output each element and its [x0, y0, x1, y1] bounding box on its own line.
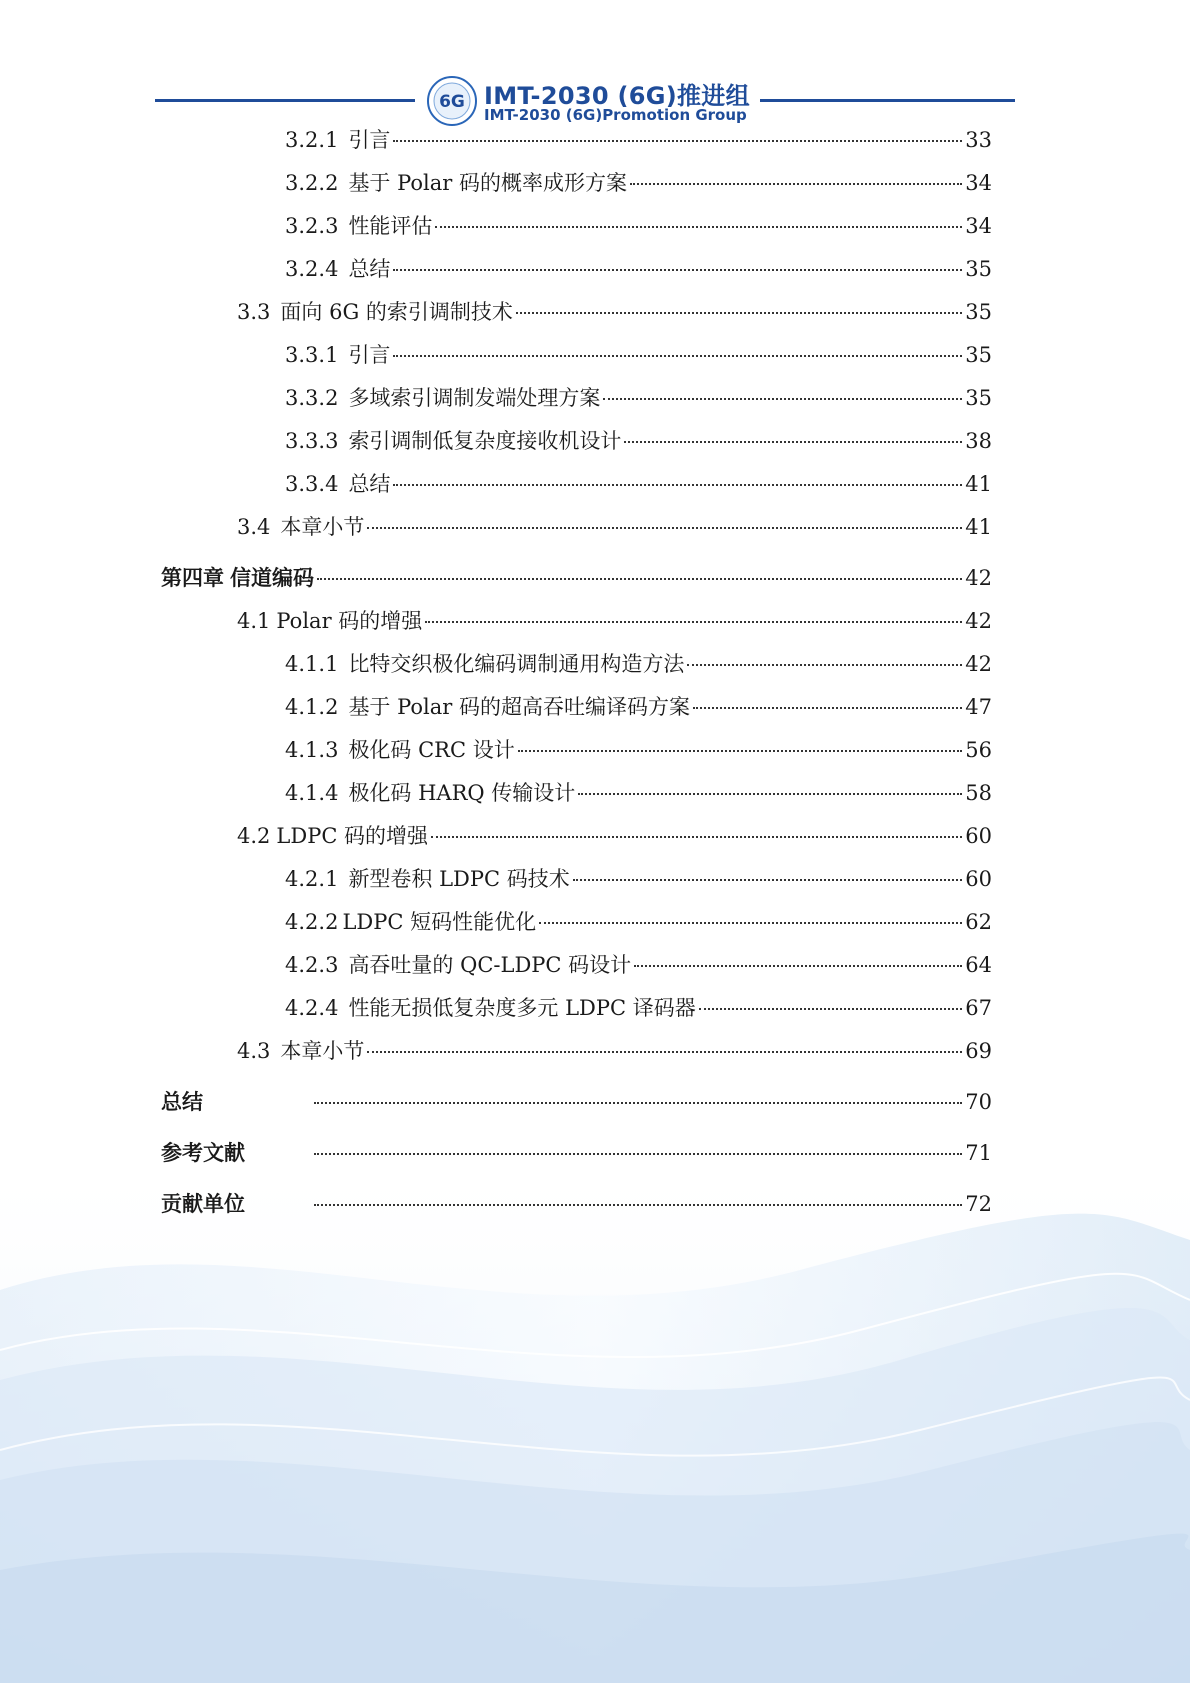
- toc-title: LDPC 码的增强: [276, 824, 429, 848]
- toc-page: 42: [965, 609, 992, 633]
- toc-entry[interactable]: [285, 339, 992, 369]
- toc-title: 性能无损低复杂度多元 LDPC 译码器: [348, 996, 696, 1020]
- toc-number: 3.4: [237, 515, 271, 539]
- toc-entry[interactable]: [285, 949, 992, 979]
- toc-page: 42: [965, 652, 992, 676]
- toc-leader: [393, 269, 962, 271]
- toc-leader: [634, 965, 962, 967]
- toc-leader: [699, 1008, 962, 1010]
- toc-entry[interactable]: [285, 992, 992, 1022]
- toc-title: 本章小节: [280, 515, 365, 539]
- toc-page: 34: [965, 171, 992, 195]
- toc-leader: [518, 750, 963, 752]
- toc-leader: [603, 398, 962, 400]
- toc-title: Polar 码的增强: [276, 609, 423, 633]
- header-rule-right: [760, 99, 1015, 102]
- toc-number: 3.2.4: [285, 257, 339, 281]
- toc-title: 本章小节: [280, 1039, 365, 1063]
- toc-entry[interactable]: [285, 124, 992, 154]
- toc-leader: [539, 922, 962, 924]
- toc-leader: [393, 484, 962, 486]
- toc-number: 3.3.1: [285, 343, 339, 367]
- toc-leader: [393, 355, 962, 357]
- background-wave: [0, 1150, 1190, 1683]
- toc-chapter-entry[interactable]: [161, 562, 992, 592]
- toc-number: 3.3.4: [285, 472, 339, 496]
- toc-page: 33: [965, 128, 992, 152]
- toc-leader: [314, 1102, 962, 1104]
- toc-entry[interactable]: [285, 777, 992, 807]
- toc-page: 35: [965, 343, 992, 367]
- toc-number: 4.2.1: [285, 867, 339, 891]
- toc-number: 4.1.2: [285, 695, 339, 719]
- toc-entry[interactable]: [285, 382, 992, 412]
- toc-entry[interactable]: [237, 605, 992, 635]
- toc-number: 3.3: [237, 300, 271, 324]
- toc-page: 72: [965, 1192, 992, 1216]
- toc-end-entry[interactable]: [161, 1188, 992, 1218]
- toc-page: 67: [965, 996, 992, 1020]
- toc-page: 47: [965, 695, 992, 719]
- toc-leader: [425, 621, 962, 623]
- toc-title: 引言: [348, 128, 391, 152]
- toc-end-entry[interactable]: [161, 1137, 992, 1167]
- toc-title: 总结: [348, 257, 391, 281]
- toc-page: 62: [965, 910, 992, 934]
- toc-title: 比特交织极化编码调制通用构造方法: [348, 652, 685, 676]
- header-subtitle: IMT-2030 (6G)Promotion Group: [484, 106, 747, 124]
- toc-title: 引言: [348, 343, 391, 367]
- toc-entry[interactable]: [237, 511, 992, 541]
- toc-page: 41: [965, 472, 992, 496]
- toc-leader: [314, 1204, 962, 1206]
- imt2030-logo-icon: [426, 75, 478, 127]
- toc-page: 34: [965, 214, 992, 238]
- toc-number: 3.2.2: [285, 171, 339, 195]
- header-title: IMT-2030 (6G)推进组: [484, 82, 750, 110]
- toc-entry[interactable]: [285, 863, 992, 893]
- toc-number: 第四章: [161, 566, 224, 590]
- toc-number: 3.2.1: [285, 128, 339, 152]
- toc-number: 4.2.3: [285, 953, 339, 977]
- header-rule-left: [155, 99, 415, 102]
- toc-page: 35: [965, 386, 992, 410]
- toc-title: LDPC 短码性能优化: [342, 910, 537, 934]
- toc-leader: [578, 793, 962, 795]
- toc-page: 41: [965, 515, 992, 539]
- toc-leader: [367, 1051, 962, 1053]
- toc-title: 总结: [161, 1090, 203, 1114]
- toc-title: 多域索引调制发端处理方案: [348, 386, 601, 410]
- toc-title: 面向 6G 的索引调制技术: [280, 300, 513, 324]
- toc-page: 60: [965, 867, 992, 891]
- toc-number: 4.2: [237, 824, 271, 848]
- toc-title: 信道编码: [230, 566, 314, 590]
- toc-entry[interactable]: [285, 906, 992, 936]
- logo-text: 6G: [439, 92, 465, 112]
- toc-title: 性能评估: [348, 214, 433, 238]
- toc-title: 总结: [348, 472, 391, 496]
- toc-title: 高吞吐量的 QC-LDPC 码设计: [348, 953, 632, 977]
- toc-title: 极化码 CRC 设计: [348, 738, 515, 762]
- toc-page: 60: [965, 824, 992, 848]
- toc-page: 35: [965, 300, 992, 324]
- toc-leader: [431, 836, 962, 838]
- toc-leader: [687, 664, 962, 666]
- toc-page: 35: [965, 257, 992, 281]
- page-header: [0, 72, 1190, 132]
- toc-entry[interactable]: [237, 1035, 992, 1065]
- toc-page: 71: [965, 1141, 992, 1165]
- toc-entry[interactable]: [285, 425, 992, 455]
- toc-page: 64: [965, 953, 992, 977]
- toc-leader: [317, 578, 962, 580]
- toc-leader: [367, 527, 962, 529]
- toc-title: 贡献单位: [161, 1192, 245, 1216]
- toc-title: 索引调制低复杂度接收机设计: [348, 429, 622, 453]
- toc-page: 56: [965, 738, 992, 762]
- toc-leader: [573, 879, 962, 881]
- toc-entry[interactable]: [237, 296, 992, 326]
- toc-number: 3.3.3: [285, 429, 339, 453]
- toc-number: 4.2.4: [285, 996, 339, 1020]
- toc-number: 4.2.2: [285, 910, 339, 934]
- toc-leader: [314, 1153, 962, 1155]
- toc-entry[interactable]: [285, 468, 992, 498]
- toc-title: 参考文献: [161, 1141, 245, 1165]
- toc-end-entry[interactable]: [161, 1086, 992, 1116]
- toc-number: 3.2.3: [285, 214, 339, 238]
- toc-title: 新型卷积 LDPC 码技术: [348, 867, 570, 891]
- toc-entry[interactable]: [237, 820, 992, 850]
- toc-page: 42: [965, 566, 992, 590]
- toc-page: 69: [965, 1039, 992, 1063]
- toc-entry[interactable]: [285, 734, 992, 764]
- toc-entry[interactable]: [285, 253, 992, 283]
- toc-page: 58: [965, 781, 992, 805]
- toc-page: 70: [965, 1090, 992, 1114]
- toc-leader: [693, 707, 962, 709]
- toc-title: 基于 Polar 码的超高吞吐编译码方案: [348, 695, 690, 719]
- toc-leader: [516, 312, 962, 314]
- toc-number: 4.1.1: [285, 652, 339, 676]
- toc-number: 4.1.4: [285, 781, 339, 805]
- toc-number: 4.3: [237, 1039, 271, 1063]
- toc-number: 4.1.3: [285, 738, 339, 762]
- toc-leader: [624, 441, 962, 443]
- toc-entry[interactable]: [285, 210, 992, 240]
- toc-title: 基于 Polar 码的概率成形方案: [348, 171, 627, 195]
- toc-title: 极化码 HARQ 传输设计: [348, 781, 576, 805]
- toc-entry[interactable]: [285, 167, 992, 197]
- toc-number: 3.3.2: [285, 386, 339, 410]
- toc-page: 38: [965, 429, 992, 453]
- toc-leader: [630, 183, 962, 185]
- toc-leader: [435, 226, 962, 228]
- toc-number: 4.1: [237, 609, 271, 633]
- toc-entry[interactable]: [285, 648, 992, 678]
- toc-entry[interactable]: [285, 691, 992, 721]
- toc-leader: [393, 140, 962, 142]
